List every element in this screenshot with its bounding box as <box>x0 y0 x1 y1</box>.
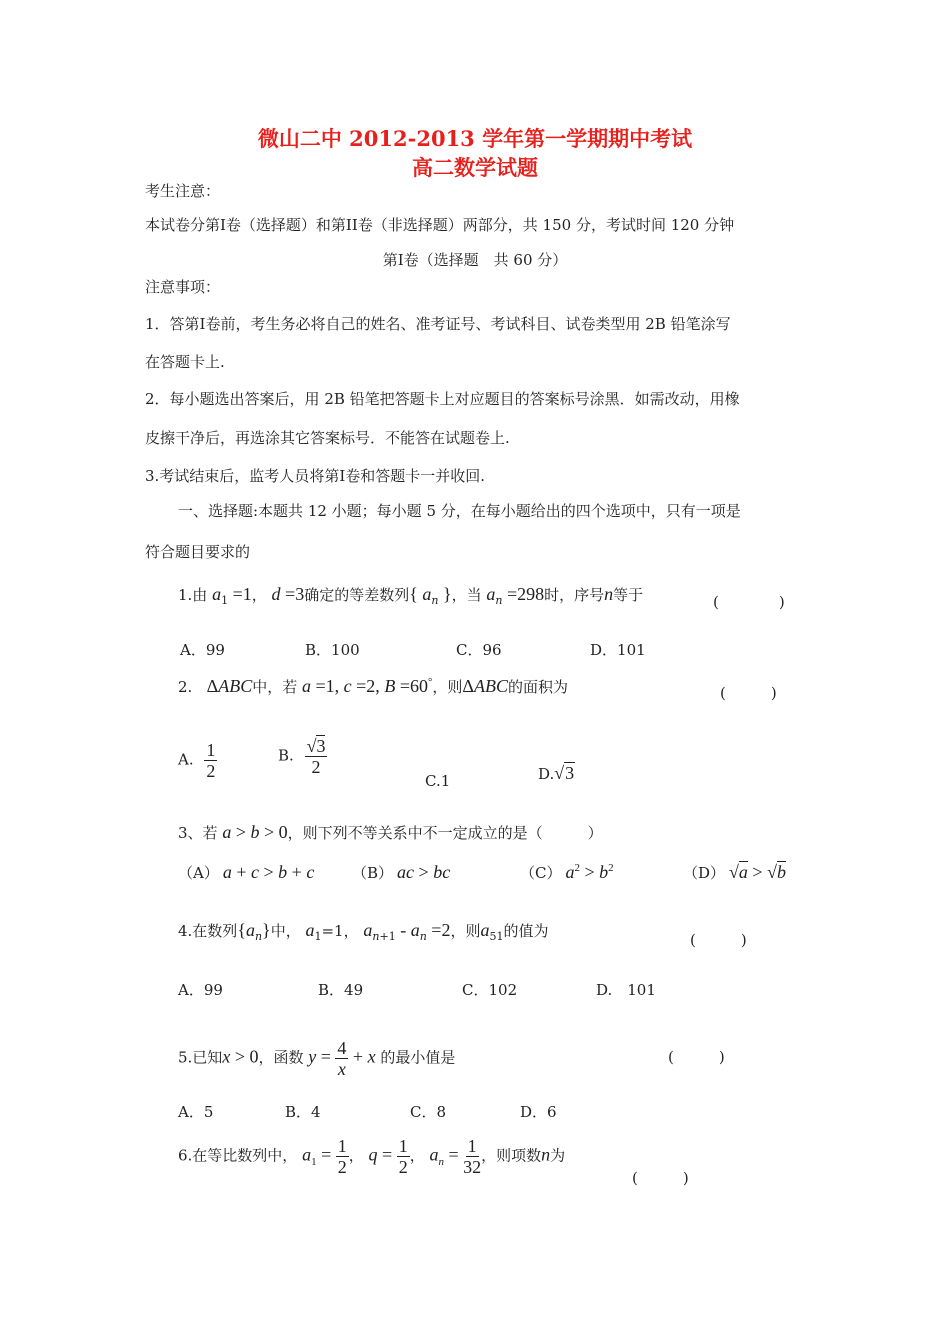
part1-heading-b: 符合题目要求的 <box>145 543 251 561</box>
q4-option-b: B．49 <box>318 981 364 999</box>
section-heading: 第Ⅰ卷（选择题 共 60 分） <box>382 251 568 269</box>
q5-option-a: A．5 <box>178 1103 214 1121</box>
rule-2b: 皮擦干净后，再选涂其它答案标号．不能答在试题卷上. <box>145 429 510 447</box>
q2-option-c: C.1 <box>425 772 451 790</box>
formula-sqrt3: √3 <box>554 763 575 783</box>
q4-option-c: C．102 <box>462 981 518 999</box>
q1-option-c: C．96 <box>456 641 502 659</box>
formula-triangle: ΔABC <box>206 676 253 696</box>
q5-answer-paren: ( ) <box>668 1048 725 1066</box>
matters-label: 注意事项： <box>145 278 221 296</box>
formula-a1-half: $a_1$ = $\frac{1}{2}$ <box>302 1136 347 1177</box>
q4-answer-paren: ( ) <box>690 931 747 949</box>
q4-option-d: D. 101 <box>596 981 656 999</box>
q2-option-b: B. $\frac{√3}{2}$ <box>278 736 326 777</box>
rule-2a: 2．每小题选出答案后，用 2B 铅笔把答题卡上对应题目的答案标号涂黑．如需改动，用橡 <box>145 390 740 408</box>
rule-1a: 1．答第Ⅰ卷前，考生务必将自己的姓名、准考证号、考试科目、试卷类型用 2B 铅笔涂写 <box>145 315 731 333</box>
question-2: 2. ΔABC中，若 a =1, c =2, B =60°，则ΔABC的面积为 <box>178 676 568 696</box>
formula-seq-an: $\{a_n\}$ <box>237 920 271 943</box>
q1-option-a: A．99 <box>180 641 225 659</box>
q2-option-a: A. $\frac{1}{2}$ <box>178 740 216 781</box>
fraction-one-half: $\frac{1}{2}$ <box>206 740 216 781</box>
q1-option-b: B．100 <box>305 641 360 659</box>
q3-option-c: （C） $a^2 > b^2$ <box>520 862 614 882</box>
notice-text: 本试卷分第Ⅰ卷（选择题）和第II卷（非选择题）两部分，共 150 分，考试时间 120 分钟 <box>145 216 735 234</box>
question-5: 5.已知x > 0，函数 y = $\frac{4}{x}$ + x 的最小值是 <box>178 1038 456 1079</box>
formula-q-half: q = $\frac{1}{2}$ <box>368 1136 408 1177</box>
question-3: 3、若 a > b > 0，则下列不等关系中不一定成立的是（ ） <box>178 822 603 842</box>
q5-option-d: D．6 <box>520 1103 557 1121</box>
q6-answer-paren: ( ) <box>632 1169 689 1187</box>
q3-option-a: （A） a + c > b + c <box>178 862 315 882</box>
exam-title-line2: 高二数学试题 <box>412 155 538 180</box>
notice-label: 考生注意： <box>145 182 221 200</box>
formula-conditions: a =1, c =2, B =60° <box>302 676 433 696</box>
q2-option-d: D.√3 <box>538 763 575 783</box>
rule-3: 3.考试结束后，监考人员将第Ⅰ卷和答题卡一并收回. <box>145 467 486 485</box>
formula-recurrence: $a_{n+1} - a_n =2$ <box>363 920 451 943</box>
question-1: 1.由 $a_1 =1$， d =3确定的等差数列{ $a_n$ }，当 $a_n =298$时，序号n等于 <box>178 584 644 607</box>
q2-answer-paren: ( ) <box>720 684 777 702</box>
q1-option-d: D．101 <box>590 641 646 659</box>
formula-a1: $a_1 =1$ <box>212 584 252 607</box>
formula-seq: { $a_n$ } <box>409 584 452 607</box>
exam-title-line1: 微山二中 2012-2013 学年第一学期期中考试 <box>257 126 693 151</box>
fraction-sqrt3-over-2: $\frac{√3}{2}$ <box>306 736 326 777</box>
rule-1b: 在答题卡上. <box>145 353 225 371</box>
formula-x-gt-0: x > 0 <box>222 1046 259 1067</box>
q3-option-d: （D） √a > √b <box>683 862 786 882</box>
formula-function: y = $\frac{4}{x}$ + x <box>308 1038 376 1079</box>
q5-option-c: C．8 <box>410 1103 447 1121</box>
q4-option-a: A．99 <box>178 981 223 999</box>
question-6: 6.在等比数列中， $a_1$ = $\frac{1}{2}$ ， q = $\frac{1}{2}$ ， $a_n$ = $\frac{1}{32}$ ，则项数n为 <box>178 1136 566 1177</box>
formula-d: d =3 <box>271 584 305 604</box>
q3-option-b: （B） ac > bc <box>352 862 451 882</box>
question-4: 4.在数列$\{a_n\}$中， $a_1=1$， $a_{n+1} - a_n =2$，则$a_{51}$的值为 <box>178 920 549 943</box>
formula-an-1-32: $a_n$ = $\frac{1}{32}$ <box>429 1136 482 1177</box>
formula-an: $a_n =298$ <box>486 584 545 607</box>
q5-option-b: B．4 <box>285 1103 321 1121</box>
formula-a-gt-b: a > b > 0 <box>222 822 288 842</box>
q1-answer-paren: ( ) <box>713 593 785 611</box>
part1-heading-a: 一、选择题:本题共 12 小题；每小题 5 分，在每小题给出的四个选项中，只有一项是 <box>178 502 741 520</box>
